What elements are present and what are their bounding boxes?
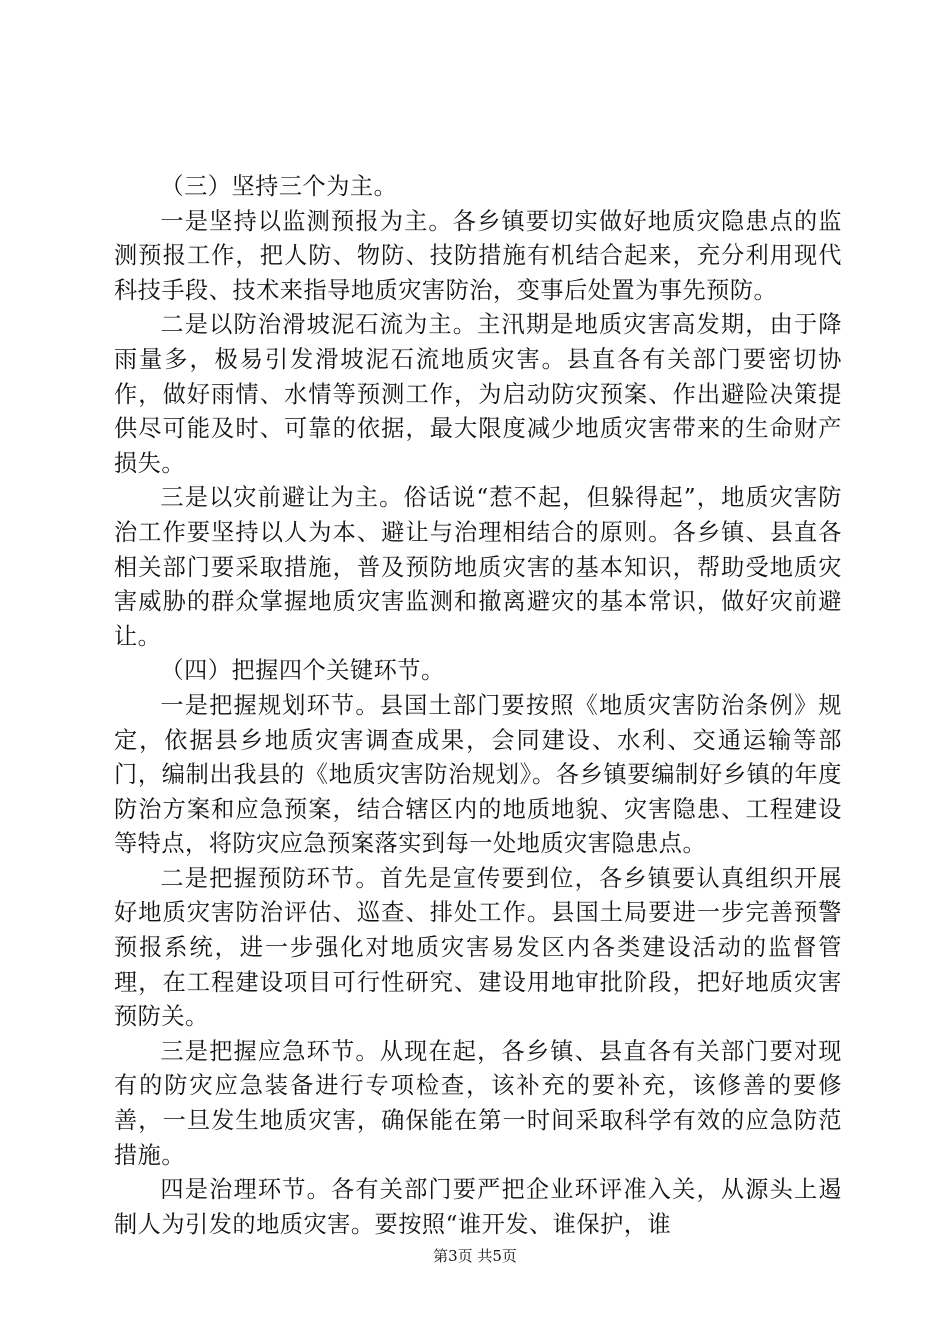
paragraph: 一是把握规划环节。县国土部门要按照《地质灾害防治条例》规定，依据县乡地质灾害调查成果，会同建设、水利、交通运输等部门，编制出我县的《地质灾害防治规划》。各乡镇要编制好乡镇的年度防治方案和应急预案，结合辖区内的地质地貌、灾害隐患、工程建设等特点，将防灾应急预案落实到每一处地质灾害隐患点。: [114, 691, 842, 858]
page-footer: [0, 1246, 950, 1266]
section-heading-4: （四）把握四个关键环节。: [160, 657, 445, 685]
paragraph: 二是把握预防环节。首先是宣传要到位，各乡镇要认真组织开展好地质灾害防治评估、巡查、排处工作。县国土局要进一步完善预警预报系统，进一步强化对地质灾害易发区内各类建设活动的监督管理，在工程建设项目可行性研究、建设用地审批阶段，把好地质灾害预防关。: [114, 864, 842, 1031]
paragraph: 四是治理环节。各有关部门要严把企业环评准入关，从源头上遏制人为引发的地质灾害。要按照“谁开发、谁保护，谁: [114, 1176, 842, 1238]
section-heading-3: （三）坚持三个为主。: [160, 173, 398, 200]
paragraph: 二是以防治滑坡泥石流为主。主汛期是地质灾害高发期，由于降雨量多，极易引发滑坡泥石流地质灾害。县直各有关部门要密切协作，做好雨情、水情等预测工作，为启动防灾预案、作出避险决策提供尽可能及时、可靠的依据，最大限度减少地质灾害带来的生命财产损失。: [114, 311, 842, 477]
paragraph: 三是以灾前避让为主。俗话说“惹不起，但躲得起”，地质灾害防治工作要坚持以人为本、避让与治理相结合的原则。各乡镇、县直各相关部门要采取措施，普及预防地质灾害的基本知识，帮助受地质灾害威胁的群众掌握地质灾害监测和撤离避灾的基本常识，做好灾前避让。: [114, 484, 842, 650]
document-body: [114, 170, 842, 1242]
paragraph: 一是坚持以监测预报为主。各乡镇要切实做好地质灾隐患点的监测预报工作，把人防、物防、技防措施有机结合起来，充分利用现代科技手段、技术来指导地质灾害防治，变事后处置为事先预防。: [114, 207, 842, 304]
page-number: 第3页 共5页: [433, 1247, 517, 1265]
paragraph: 三是把握应急环节。从现在起，各乡镇、县直各有关部门要对现有的防灾应急装备进行专项检查，该补充的要补充，该修善的要修善，一旦发生地质灾害，确保能在第一时间采取科学有效的应急防范措施。: [114, 1037, 842, 1169]
